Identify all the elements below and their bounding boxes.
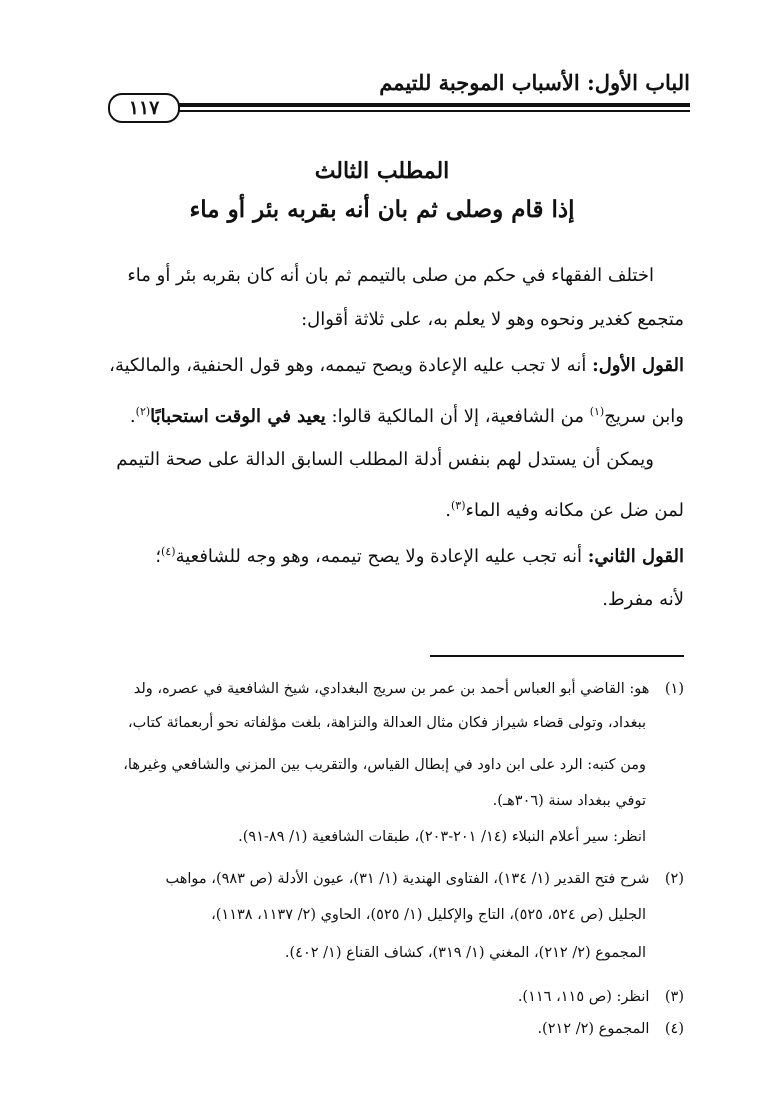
footnote-1-line: ومن كتبه: الرد على ابن داود في إبطال القياس، والتقريب بين المزني والشافعي وغيرها، <box>123 757 646 773</box>
footnote-ref[interactable]: (٢) <box>135 405 151 418</box>
footnote-2-line <box>74 868 684 890</box>
footnote-text: شرح فتح القدير (١/ ١٣٤)، الفتاوى الهندية (١/ ٣١)، عيون الأدلة (ص ٩٨٣)، مواهب <box>165 871 650 887</box>
footnote-number: (١) <box>664 681 684 697</box>
footnote-text: انظر: (ص ١١٥، ١١٦). <box>517 989 650 1005</box>
second-opinion-line <box>74 538 684 571</box>
paragraph-line: لأنه مفرط. <box>602 589 684 610</box>
second-opinion-label: القول الثاني: <box>587 546 684 567</box>
section-label: المطلب الثالث <box>314 158 450 184</box>
first-opinion-text: أنه لا تجب عليه الإعادة ويصح تيممه، وهو قول الحنفية، والمالكية، <box>109 355 587 376</box>
paragraph-line <box>74 492 684 525</box>
first-opinion-line <box>74 398 684 431</box>
paragraph-text: لمن ضل عن مكانه وفيه الماء <box>465 500 684 521</box>
footnote-text: المجموع (٢/ ٢١٢). <box>537 1021 650 1037</box>
second-opinion-text: أنه تجب عليه الإعادة ولا يصح تيممه، وهو وجه للشافعية <box>175 546 582 567</box>
opinion-text: من الشافعية، إلا أن المالكية قالوا: <box>331 406 584 427</box>
footnote-ref[interactable]: (٣) <box>450 499 466 512</box>
paragraph-line: اختلف الفقهاء في حكم من صلى بالتيمم ثم بان أنه كان بقربه بئر أو ماء <box>127 265 654 286</box>
footnote-ref[interactable]: (٤) <box>161 545 176 558</box>
footnote-4-line <box>74 1018 684 1040</box>
first-opinion-line <box>74 352 684 380</box>
section-title: إذا قام وصلى ثم بان أنه بقربه بئر أو ماء <box>189 196 575 223</box>
footnote-3-line <box>74 986 684 1008</box>
footnote-number: (٤) <box>664 1021 684 1037</box>
footnote-1-line <box>74 678 684 700</box>
punctuation: ؛ <box>155 546 162 567</box>
header-rule-thin <box>176 110 690 112</box>
page-number: ١١٧ <box>128 97 160 119</box>
footnote-number: (٣) <box>664 989 684 1005</box>
paragraph-line: ويمكن أن يستدل لهم بنفس أدلة المطلب السابق الدالة على صحة التيمم <box>116 449 654 470</box>
footnote-separator <box>430 655 684 657</box>
first-opinion-label: القول الأول: <box>592 355 684 376</box>
running-header: الباب الأول: الأسباب الموجبة للتيمم <box>379 70 690 95</box>
punctuation: . <box>129 406 136 427</box>
footnote-1-line: توفي ببغداد سنة (٣٠٦هـ). <box>492 793 646 809</box>
header-rule-thick <box>176 103 690 107</box>
paragraph-line: متجمع كغدير ونحوه وهو لا يعلم به، على ثلاثة أقوال: <box>301 309 684 330</box>
footnote-ref[interactable]: (١) <box>589 405 605 418</box>
footnote-2-line: الجليل (ص ٥٢٤، ٥٢٥)، التاج والإكليل (١/ ٥٢٥)، الحاوي (٢/ ١١٣٧، ١١٣٨)، <box>211 907 646 923</box>
footnote-1-line: ببغداد، وتولى قضاء شيراز فكان مثال العدالة والنزاهة، بلغت مؤلفاته نحو أربعمائة كتاب، <box>127 715 646 731</box>
footnote-2-line: المجموع (٢/ ٢١٢)، المغني (١/ ٣١٩)، كشاف القناع (١/ ٤٠٢). <box>284 945 646 961</box>
punctuation: . <box>445 500 451 521</box>
footnote-text: هو: القاضي أبو العباس أحمد بن عمر بن سريج البغدادي، شيخ الشافعية في عصره، ولد <box>133 681 650 697</box>
page-number-badge <box>108 93 180 123</box>
maliki-statement: يعيد في الوقت استحبابًا <box>150 406 326 427</box>
opinion-text: وابن سريج <box>604 406 684 427</box>
footnote-1-line: انظر: سير أعلام النبلاء (١٤/ ٢٠١-٢٠٣)، طبقات الشافعية (١/ ٨٩-٩١). <box>238 829 646 845</box>
footnote-number: (٢) <box>664 871 684 887</box>
